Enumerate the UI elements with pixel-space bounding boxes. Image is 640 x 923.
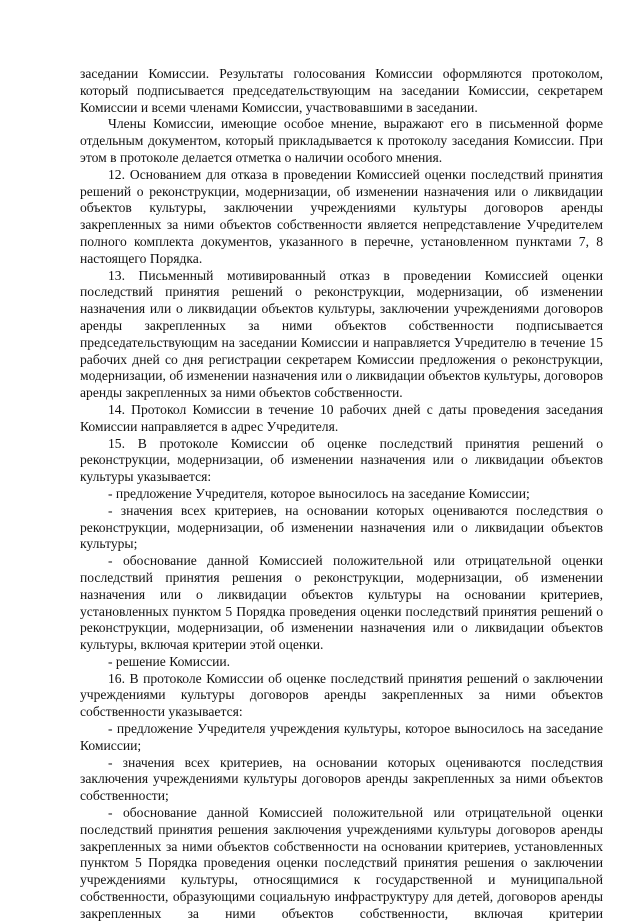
- document-page: [80, 66, 603, 923]
- list-item-decision: - решение Комиссии.: [108, 653, 231, 669]
- paragraph-continuation: заседании Комиссии. Результаты голосования Комиссии оформляются протоколом, который подписывается председательствующим на заседании Комиссии, секретарем Комиссии и всеми членами Комиссии, участвовавшими в заседании.: [80, 66, 603, 115]
- paragraph-14: 14. Протокол Комиссии в течение 10 рабочих дней с даты проведения заседания Комиссии направляется в адрес Учредителя.: [80, 401, 603, 434]
- paragraph-dissent: Члены Комиссии, имеющие особое мнение, выражают его в письменной форме отдельным документом, который прикладывается к протоколу заседания Комиссии. При этом в протоколе делается отметка о наличии особого мнения.: [80, 116, 603, 165]
- list-item-criteria: - значения всех критериев, на основании которых оцениваются последствия о реконструкции, модернизации, об изменении назначения или о ликвидации объектов культуры;: [80, 502, 603, 552]
- list-item-justification-2: - обоснование данной Комиссией положительной или отрицательной оценки последствий принятия решения заключения учреждениями культуры договоров аренды закрепленных за ними объектов собственности на основании критериев, установленных пунктом 5 Порядка проведения оценки последствий принятия решения о заключении учреждениями культуры, относящимися к государственной и муниципальной собственности, образующими социальную инфраструктуру для детей, договоров аренды закрепленных за ними объектов собственности, включая критерии: [80, 805, 603, 921]
- paragraph-12: 12. Основанием для отказа в проведении Комиссией оценки последствий принятия решений о реконструкции, модернизации, об изменении назначения или о ликвидации объектов культуры, заключении учреждениями культуры договоров аренды закрепленных за ними объектов собственности является непредставление Учредителем полного комплекта документов, указанного в перечне, установленном пунктами 7, 8 настоящего Порядка.: [80, 166, 603, 266]
- list-item-justification: - обоснование данной Комиссией положительной или отрицательной оценки последствий принятия решения о реконструкции, модернизации, об изменении назначения или о ликвидации объектов культуры на основании критериев, установленных пунктом 5 Порядка проведения оценки последствий принятия решений о реконструкции, модернизации, об изменении назначения или о ликвидации объектов культуры, включая критерии этой оценки.: [80, 553, 603, 653]
- list-item-proposal: - предложение Учредителя, которое выносилось на заседание Комиссии;: [108, 485, 530, 501]
- list-item-proposal-2: - предложение Учредителя учреждения культуры, которое выносилось на заседание Комиссии;: [80, 721, 603, 753]
- paragraph-15: 15. В протоколе Комиссии об оценке последствий принятия решений о реконструкции, модернизации, об изменении назначения или о ликвидации объектов культуры указывается:: [80, 435, 603, 485]
- paragraph-16: 16. В протоколе Комиссии об оценке последствий принятия решений о заключении учреждениями культуры договоров аренды закрепленных за ними объектов собственности указывается:: [80, 670, 603, 720]
- paragraph-13: 13. Письменный мотивированный отказ в проведении Комиссией оценки последствий принятия решений о реконструкции, модернизации, об изменении назначения или о ликвидации объектов культуры, заключении учреждениями договоров аренды закрепленных за ними объектов собственности подписывается председательствующим на заседании Комиссии и направляется Учредителю в течение 15 рабочих дней со дня регистрации секретарем Комиссии предложения о реконструкции, модернизации, об изменении назначения или о ликвидации объектов культуры, договоров аренды закрепленных за ними объектов собственности.: [80, 267, 603, 401]
- list-item-criteria-2: - значения всех критериев, на основании которых оцениваются последствия заключения учреждениями культуры договоров аренды закрепленных за ними объектов собственности;: [80, 754, 603, 804]
